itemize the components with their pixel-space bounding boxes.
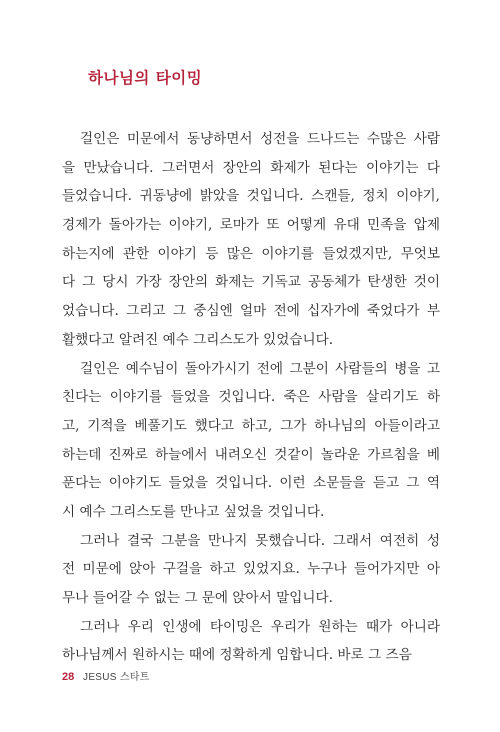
- text-line: 걸인은 미문에서 동냥하면서 성전을 드나드는 수많은 사람: [80, 131, 440, 147]
- text-line: 무나 들어갈 수 없는 그 문에 앉아서 말입니다.: [62, 590, 333, 606]
- text-line: 고, 기적을 베풀기도 했다고 하고, 그가 하나님의 아들이라고: [62, 417, 440, 434]
- paragraph: [62, 613, 440, 670]
- body-text: [62, 125, 440, 670]
- text-line: 전 미문에 앉아 구걸을 하고 있었지요. 누구나 들어가지만 아: [62, 561, 440, 578]
- text-line: 경제가 돌아가는 이야기, 로마가 또 어떻게 유대 민족을 압제: [62, 217, 440, 234]
- text-line: 친다는 이야기를 들었을 것입니다. 죽은 사람을 살리기도 하: [62, 389, 440, 406]
- text-line: 걸인은 예수님이 돌아가시기 전에 그분이 사람들의 병을 고: [80, 360, 440, 377]
- text-line: 을 만났습니다. 그러면서 장안의 화제가 된다는 이야기는 다: [62, 159, 440, 176]
- page-number: 28: [62, 671, 75, 683]
- text-line: 그러나 우리 인생에 타이밍은 우리가 원하는 때가 아니라: [80, 618, 440, 635]
- text-line: 다 그 당시 가장 장안의 화제는 기독교 공동체가 탄생한 것이: [62, 274, 440, 291]
- page-footer: [62, 668, 150, 683]
- text-line: 하는지에 관한 이야기 등 많은 이야기를 들었겠지만, 무엇보: [62, 245, 440, 262]
- section-title: 하나님의 타이밍: [88, 69, 203, 87]
- paragraph: [62, 355, 440, 527]
- text-line: 시 예수 그리스도를 만나고 싶었을 것입니다.: [62, 503, 325, 520]
- paragraph: [62, 125, 440, 355]
- text-line: 활했다고 알려진 예수 그리스도가 있었습니다.: [62, 331, 334, 348]
- paragraph: [62, 527, 440, 613]
- text-line: 들었습니다. 귀동냥에 밝았을 것입니다. 스캔들, 정치 이야기,: [62, 188, 440, 205]
- text-line: 하나님께서 원하시는 때에 정확하게 임합니다. 바로 그 즈음: [62, 647, 412, 664]
- text-line: 하는데 진짜로 하늘에서 내려오신 것같이 놀라운 가르침을 베: [62, 446, 440, 463]
- text-line: 었습니다. 그리고 그 중심엔 얼마 전에 십자가에 죽었다가 부: [62, 303, 440, 320]
- text-line: 푼다는 이야기도 들었을 것입니다. 이런 소문들을 듣고 그 역: [62, 475, 440, 492]
- text-line: 그러나 결국 그분을 만나지 못했습니다. 그래서 여전히 성: [80, 532, 440, 549]
- book-title: JESUS 스타트: [83, 672, 150, 683]
